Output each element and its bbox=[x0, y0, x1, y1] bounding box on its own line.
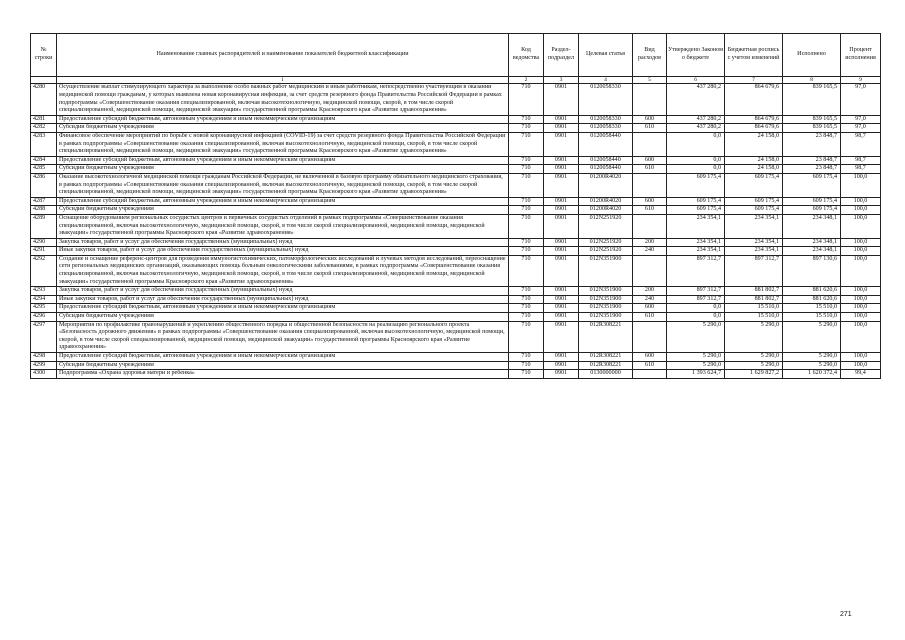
approved-cell: 234 354,1 bbox=[667, 214, 725, 238]
column-number: 9 bbox=[841, 77, 881, 84]
section-cell: 0901 bbox=[544, 84, 579, 115]
section-cell: 0901 bbox=[544, 206, 579, 215]
executed-cell: 5 290,0 bbox=[783, 361, 841, 370]
expense-type-cell: 610 bbox=[633, 124, 667, 133]
department-code-cell: 710 bbox=[509, 165, 544, 174]
table-row bbox=[31, 238, 881, 247]
table-row bbox=[31, 313, 881, 322]
department-code-cell: 710 bbox=[509, 247, 544, 256]
target-article-cell: 012R308221 bbox=[579, 361, 633, 370]
col-header-section: Раздел-подраздел bbox=[544, 34, 579, 77]
approved-cell: 5 290,0 bbox=[667, 361, 725, 370]
budget-schedule-cell: 864 679,6 bbox=[725, 124, 783, 133]
department-code-cell: 710 bbox=[509, 173, 544, 197]
department-code-cell: 710 bbox=[509, 206, 544, 215]
row-number-cell: 4282 bbox=[31, 124, 57, 133]
expense-type-cell: 600 bbox=[633, 197, 667, 206]
table-body bbox=[31, 84, 881, 378]
department-code-cell: 710 bbox=[509, 370, 544, 379]
department-code-cell: 710 bbox=[509, 353, 544, 362]
executed-cell: 234 348,1 bbox=[783, 238, 841, 247]
section-cell: 0901 bbox=[544, 313, 579, 322]
budget-schedule-cell: 24 158,0 bbox=[725, 165, 783, 174]
row-name-cell: Предоставление субсидий бюджетным, автономным учреждениям и иным некоммерческим организациям bbox=[57, 156, 509, 165]
department-code-cell: 710 bbox=[509, 321, 544, 352]
percent-cell: 100,0 bbox=[841, 238, 881, 247]
table-row bbox=[31, 156, 881, 165]
row-name-cell: Оказание высокотехнологичной медицинской помощи гражданам Российской Федерации, не включенной в базовую программу обязательного медицинского страхования, в рамках подпрограммы «Совершенствование оказания специализированной, включая высокотехнологичную, медицинской помощи, скорой, в том числе скорой специализированной, медицинской помощи, медицинской эвакуации» государственной программы Красноярского края «Развитие здравоохранения» bbox=[57, 173, 509, 197]
target-article-cell: 0120058330 bbox=[579, 115, 633, 124]
table-row bbox=[31, 370, 881, 379]
budget-schedule-cell: 5 290,0 bbox=[725, 353, 783, 362]
percent-cell: 100,0 bbox=[841, 214, 881, 238]
section-cell: 0901 bbox=[544, 115, 579, 124]
row-number-cell: 4283 bbox=[31, 132, 57, 156]
section-cell: 0901 bbox=[544, 255, 579, 286]
executed-cell: 234 348,1 bbox=[783, 214, 841, 238]
expense-type-cell: 240 bbox=[633, 247, 667, 256]
table-row bbox=[31, 353, 881, 362]
executed-cell: 1 620 372,4 bbox=[783, 370, 841, 379]
budget-schedule-cell: 24 158,0 bbox=[725, 132, 783, 156]
target-article-cell: 01200R4020 bbox=[579, 206, 633, 215]
expense-type-cell: 600 bbox=[633, 156, 667, 165]
budget-schedule-cell: 881 802,7 bbox=[725, 295, 783, 304]
budget-schedule-cell: 5 290,0 bbox=[725, 321, 783, 352]
row-name-cell: Субсидии бюджетным учреждениям bbox=[57, 361, 509, 370]
column-number: 2 bbox=[509, 77, 544, 84]
percent-cell: 97,0 bbox=[841, 84, 881, 115]
table-row bbox=[31, 132, 881, 156]
executed-cell: 15 510,0 bbox=[783, 304, 841, 313]
budget-schedule-cell: 5 290,0 bbox=[725, 361, 783, 370]
row-name-cell: Иные закупки товаров, работ и услуг для обеспечения государственных (муниципальных) нужд bbox=[57, 247, 509, 256]
budget-table bbox=[30, 33, 881, 379]
table-row bbox=[31, 295, 881, 304]
percent-cell: 100,0 bbox=[841, 206, 881, 215]
table-row bbox=[31, 173, 881, 197]
budget-schedule-cell: 881 802,7 bbox=[725, 287, 783, 296]
percent-cell: 100,0 bbox=[841, 304, 881, 313]
row-number-cell: 4287 bbox=[31, 197, 57, 206]
row-number-cell: 4299 bbox=[31, 361, 57, 370]
approved-cell: 437 280,2 bbox=[667, 124, 725, 133]
budget-schedule-cell: 864 679,6 bbox=[725, 115, 783, 124]
section-cell: 0901 bbox=[544, 247, 579, 256]
target-article-cell: 012R308221 bbox=[579, 321, 633, 352]
section-cell: 0901 bbox=[544, 173, 579, 197]
expense-type-cell: 610 bbox=[633, 313, 667, 322]
header-row bbox=[31, 34, 881, 77]
budget-schedule-cell: 24 158,0 bbox=[725, 156, 783, 165]
expense-type-cell: 240 bbox=[633, 295, 667, 304]
table-row bbox=[31, 255, 881, 286]
department-code-cell: 710 bbox=[509, 287, 544, 296]
approved-cell: 0,0 bbox=[667, 132, 725, 156]
budget-schedule-cell: 15 510,0 bbox=[725, 313, 783, 322]
approved-cell: 0,0 bbox=[667, 304, 725, 313]
percent-cell: 100,0 bbox=[841, 295, 881, 304]
row-number-cell: 4297 bbox=[31, 321, 57, 352]
approved-cell: 437 280,2 bbox=[667, 84, 725, 115]
percent-cell: 100,0 bbox=[841, 287, 881, 296]
section-cell: 0901 bbox=[544, 304, 579, 313]
expense-type-cell: 610 bbox=[633, 165, 667, 174]
department-code-cell: 710 bbox=[509, 304, 544, 313]
budget-schedule-cell: 864 679,6 bbox=[725, 84, 783, 115]
expense-type-cell bbox=[633, 173, 667, 197]
row-number-cell: 4298 bbox=[31, 353, 57, 362]
column-number: 3 bbox=[544, 77, 579, 84]
executed-cell: 5 290,0 bbox=[783, 321, 841, 352]
column-number bbox=[31, 77, 57, 84]
approved-cell: 234 354,1 bbox=[667, 247, 725, 256]
table-row bbox=[31, 115, 881, 124]
budget-schedule-cell: 234 354,1 bbox=[725, 247, 783, 256]
column-number: 6 bbox=[667, 77, 725, 84]
budget-schedule-cell: 234 354,1 bbox=[725, 214, 783, 238]
percent-cell: 100,0 bbox=[841, 197, 881, 206]
row-number-cell: 4290 bbox=[31, 238, 57, 247]
executed-cell: 839 165,5 bbox=[783, 115, 841, 124]
approved-cell: 897 312,7 bbox=[667, 295, 725, 304]
percent-cell: 100,0 bbox=[841, 255, 881, 286]
expense-type-cell bbox=[633, 132, 667, 156]
row-name-cell: Субсидии бюджетным учреждениям bbox=[57, 206, 509, 215]
approved-cell: 609 175,4 bbox=[667, 173, 725, 197]
department-code-cell: 710 bbox=[509, 313, 544, 322]
column-number: 8 bbox=[783, 77, 841, 84]
row-name-cell: Субсидии бюджетным учреждениям bbox=[57, 124, 509, 133]
target-article-cell: 012N351900 bbox=[579, 255, 633, 286]
expense-type-cell: 600 bbox=[633, 304, 667, 313]
executed-cell: 881 620,6 bbox=[783, 287, 841, 296]
percent-cell: 100,0 bbox=[841, 353, 881, 362]
col-header-name: Наименование главных распорядителей и наименование показателей бюджетной классификации bbox=[57, 34, 509, 77]
department-code-cell: 710 bbox=[509, 115, 544, 124]
target-article-cell: 012N351900 bbox=[579, 295, 633, 304]
department-code-cell: 710 bbox=[509, 255, 544, 286]
expense-type-cell: 610 bbox=[633, 361, 667, 370]
section-cell: 0901 bbox=[544, 156, 579, 165]
percent-cell: 97,0 bbox=[841, 115, 881, 124]
section-cell: 0901 bbox=[544, 370, 579, 379]
percent-cell: 100,0 bbox=[841, 173, 881, 197]
row-number-cell: 4294 bbox=[31, 295, 57, 304]
column-number: 1 bbox=[57, 77, 509, 84]
section-cell: 0901 bbox=[544, 165, 579, 174]
approved-cell: 0,0 bbox=[667, 156, 725, 165]
section-cell: 0901 bbox=[544, 197, 579, 206]
col-header-row-number: № строки bbox=[31, 34, 57, 77]
expense-type-cell bbox=[633, 214, 667, 238]
target-article-cell: 0120058440 bbox=[579, 156, 633, 165]
approved-cell: 5 290,0 bbox=[667, 353, 725, 362]
column-number-row bbox=[31, 77, 881, 84]
expense-type-cell: 200 bbox=[633, 238, 667, 247]
approved-cell: 437 280,2 bbox=[667, 115, 725, 124]
percent-cell: 100,0 bbox=[841, 361, 881, 370]
row-number-cell: 4289 bbox=[31, 214, 57, 238]
table-row bbox=[31, 247, 881, 256]
department-code-cell: 710 bbox=[509, 124, 544, 133]
percent-cell: 100,0 bbox=[841, 313, 881, 322]
approved-cell: 897 312,7 bbox=[667, 255, 725, 286]
approved-cell: 897 312,7 bbox=[667, 287, 725, 296]
row-number-cell: 4296 bbox=[31, 313, 57, 322]
section-cell: 0901 bbox=[544, 124, 579, 133]
row-name-cell: Финансовое обеспечение мероприятий по борьбе с новой коронавирусной инфекцией (COVID-19) за счет средств резервного фонда Правительства Российской Федерации в рамках подпрограммы «Совершенствование оказания специализированной, включая высокотехнологичную, медицинской помощи, скорой, в том числе скорой специализированной, медицинской помощи, медицинской эвакуации» государственной программы Красноярского края «Развитие здравоохранения» bbox=[57, 132, 509, 156]
row-number-cell: 4281 bbox=[31, 115, 57, 124]
col-header-executed: Исполнено bbox=[783, 34, 841, 77]
row-number-cell: 4293 bbox=[31, 287, 57, 296]
executed-cell: 234 348,1 bbox=[783, 247, 841, 256]
department-code-cell: 710 bbox=[509, 84, 544, 115]
section-cell: 0901 bbox=[544, 238, 579, 247]
target-article-cell: 012N251920 bbox=[579, 238, 633, 247]
row-number-cell: 4295 bbox=[31, 304, 57, 313]
row-name-cell: Субсидии бюджетным учреждениям bbox=[57, 165, 509, 174]
expense-type-cell: 600 bbox=[633, 115, 667, 124]
section-cell: 0901 bbox=[544, 132, 579, 156]
row-number-cell: 4300 bbox=[31, 370, 57, 379]
percent-cell: 100,0 bbox=[841, 321, 881, 352]
budget-report-page bbox=[30, 33, 880, 379]
expense-type-cell bbox=[633, 84, 667, 115]
section-cell: 0901 bbox=[544, 295, 579, 304]
row-name-cell: Предоставление субсидий бюджетным, автономным учреждениям и иным некоммерческим организациям bbox=[57, 353, 509, 362]
percent-cell: 98,7 bbox=[841, 156, 881, 165]
percent-cell: 100,0 bbox=[841, 247, 881, 256]
row-name-cell: Оснащение оборудованием региональных сосудистых центров и первичных сосудистых отделений в рамках подпрограммы «Совершенствование оказания специализированной, включая высокотехнологичную, медицинской помощи, скорой, в том числе скорой специализированной, медицинской помощи, медицинской эвакуации» государственной программы Красноярского края «Развитие здравоохранения» bbox=[57, 214, 509, 238]
table-row bbox=[31, 361, 881, 370]
approved-cell: 1 393 624,7 bbox=[667, 370, 725, 379]
percent-cell: 98,7 bbox=[841, 165, 881, 174]
budget-schedule-cell: 234 354,1 bbox=[725, 238, 783, 247]
approved-cell: 609 175,4 bbox=[667, 197, 725, 206]
executed-cell: 23 848,7 bbox=[783, 156, 841, 165]
section-cell: 0901 bbox=[544, 353, 579, 362]
budget-schedule-cell: 609 175,4 bbox=[725, 206, 783, 215]
table-row bbox=[31, 214, 881, 238]
row-name-cell: Предоставление субсидий бюджетным, автономным учреждениям и иным некоммерческим организациям bbox=[57, 197, 509, 206]
row-number-cell: 4285 bbox=[31, 165, 57, 174]
section-cell: 0901 bbox=[544, 361, 579, 370]
target-article-cell: 0120058440 bbox=[579, 132, 633, 156]
percent-cell: 99,4 bbox=[841, 370, 881, 379]
row-number-cell: 4291 bbox=[31, 247, 57, 256]
expense-type-cell: 600 bbox=[633, 353, 667, 362]
row-name-cell: Предоставление субсидий бюджетным, автономным учреждениям и иным некоммерческим организациям bbox=[57, 304, 509, 313]
target-article-cell: 0130000000 bbox=[579, 370, 633, 379]
executed-cell: 897 130,6 bbox=[783, 255, 841, 286]
row-name-cell: Иные закупки товаров, работ и услуг для обеспечения государственных (муниципальных) нужд bbox=[57, 295, 509, 304]
table-row bbox=[31, 84, 881, 115]
col-header-target-article: Целевая статья bbox=[579, 34, 633, 77]
row-name-cell: Закупка товаров, работ и услуг для обеспечения государственных (муниципальных) нужд bbox=[57, 287, 509, 296]
row-name-cell: Предоставление субсидий бюджетным, автономным учреждениям и иным некоммерческим организациям bbox=[57, 115, 509, 124]
table-row bbox=[31, 321, 881, 352]
target-article-cell: 01200R4020 bbox=[579, 197, 633, 206]
row-name-cell: Осуществление выплат стимулирующего характера за выполнение особо важных работ медицинским и иным работникам, непосредственно участвующим в оказании медицинской помощи гражданам, у которых выявлена новая коронавирусная инфекция, за счет средств резервного фонда Правительства Российской Федерации в рамках подпрограммы «Совершенствование оказания специализированной, включая высокотехнологичную, медицинской помощи, скорой, в том числе скорой специализированной, медицинской помощи, медицинской эвакуации» государственной программы Красноярского края «Развитие здравоохранения» bbox=[57, 84, 509, 115]
row-name-cell: Субсидии бюджетным учреждениям bbox=[57, 313, 509, 322]
budget-schedule-cell: 1 629 827,2 bbox=[725, 370, 783, 379]
row-number-cell: 4284 bbox=[31, 156, 57, 165]
column-number: 7 bbox=[725, 77, 783, 84]
col-header-department-code: Код ведомства bbox=[509, 34, 544, 77]
col-header-budget-schedule: Бюджетная роспись с учетом изменений bbox=[725, 34, 783, 77]
column-number: 5 bbox=[633, 77, 667, 84]
expense-type-cell bbox=[633, 321, 667, 352]
table-row bbox=[31, 287, 881, 296]
table-row bbox=[31, 304, 881, 313]
executed-cell: 23 848,7 bbox=[783, 165, 841, 174]
col-header-percent: Процент исполнения bbox=[841, 34, 881, 77]
page-number: 271 bbox=[840, 611, 852, 618]
expense-type-cell: 610 bbox=[633, 206, 667, 215]
target-article-cell: 0120058440 bbox=[579, 165, 633, 174]
executed-cell: 609 175,4 bbox=[783, 197, 841, 206]
department-code-cell: 710 bbox=[509, 132, 544, 156]
department-code-cell: 710 bbox=[509, 156, 544, 165]
target-article-cell: 012N251920 bbox=[579, 247, 633, 256]
executed-cell: 839 165,5 bbox=[783, 124, 841, 133]
column-number: 4 bbox=[579, 77, 633, 84]
approved-cell: 5 290,0 bbox=[667, 321, 725, 352]
executed-cell: 609 175,4 bbox=[783, 173, 841, 197]
target-article-cell: 012N351900 bbox=[579, 304, 633, 313]
expense-type-cell bbox=[633, 370, 667, 379]
department-code-cell: 710 bbox=[509, 361, 544, 370]
department-code-cell: 710 bbox=[509, 197, 544, 206]
executed-cell: 23 848,7 bbox=[783, 132, 841, 156]
department-code-cell: 710 bbox=[509, 238, 544, 247]
table-row bbox=[31, 206, 881, 215]
col-header-approved: Утверждено Законом о бюджете bbox=[667, 34, 725, 77]
row-number-cell: 4280 bbox=[31, 84, 57, 115]
row-name-cell: Подпрограмма «Охрана здоровья матери и ребенка» bbox=[57, 370, 509, 379]
department-code-cell: 710 bbox=[509, 295, 544, 304]
percent-cell: 98,7 bbox=[841, 132, 881, 156]
expense-type-cell: 200 bbox=[633, 287, 667, 296]
table-row bbox=[31, 197, 881, 206]
approved-cell: 234 354,1 bbox=[667, 238, 725, 247]
target-article-cell: 01200R4020 bbox=[579, 173, 633, 197]
expense-type-cell bbox=[633, 255, 667, 286]
row-name-cell: Создание и оснащение референс-центров для проведения иммуногистохимических, патоморфологических исследований и лучевых методов исследований, переоснащение сети региональных медицинских организаций, оказывающих помощь больным онкологическими заболеваниями, в рамках подпрограммы «Совершенствование оказания специализированной, включая высокотехнологичную, медицинской помощи, скорой, в том числе скорой специализированной, медицинской помощи, медицинской эвакуации» государственной программы Красноярского края «Развитие здравоохранения» bbox=[57, 255, 509, 286]
executed-cell: 5 290,0 bbox=[783, 353, 841, 362]
section-cell: 0901 bbox=[544, 321, 579, 352]
target-article-cell: 0120058330 bbox=[579, 84, 633, 115]
row-name-cell: Мероприятия по профилактике правонарушений и укреплению общественного порядка и общественной безопасности на реализацию регионального проекта «Безопасность дорожного движения» в рамках подпрограммы «Совершенствование оказания специализированной, включая высокотехнологичную, медицинской помощи, скорой, в том числе скорой специализированной, медицинской помощи, медицинской эвакуации» государственной программы Красноярского края «Развитие здравоохранения» bbox=[57, 321, 509, 352]
percent-cell: 97,0 bbox=[841, 124, 881, 133]
target-article-cell: 012R308221 bbox=[579, 353, 633, 362]
target-article-cell: 012N251920 bbox=[579, 214, 633, 238]
target-article-cell: 012N351900 bbox=[579, 313, 633, 322]
col-header-expense-type: Вид расходов bbox=[633, 34, 667, 77]
budget-schedule-cell: 609 175,4 bbox=[725, 173, 783, 197]
row-number-cell: 4286 bbox=[31, 173, 57, 197]
executed-cell: 881 620,6 bbox=[783, 295, 841, 304]
budget-schedule-cell: 897 312,7 bbox=[725, 255, 783, 286]
approved-cell: 609 175,4 bbox=[667, 206, 725, 215]
department-code-cell: 710 bbox=[509, 214, 544, 238]
table-row bbox=[31, 124, 881, 133]
approved-cell: 0,0 bbox=[667, 165, 725, 174]
approved-cell: 0,0 bbox=[667, 313, 725, 322]
executed-cell: 15 510,0 bbox=[783, 313, 841, 322]
section-cell: 0901 bbox=[544, 287, 579, 296]
table-row bbox=[31, 165, 881, 174]
target-article-cell: 0120058330 bbox=[579, 124, 633, 133]
target-article-cell: 012N351900 bbox=[579, 287, 633, 296]
budget-schedule-cell: 609 175,4 bbox=[725, 197, 783, 206]
executed-cell: 609 175,4 bbox=[783, 206, 841, 215]
row-number-cell: 4292 bbox=[31, 255, 57, 286]
budget-schedule-cell: 15 510,0 bbox=[725, 304, 783, 313]
row-name-cell: Закупка товаров, работ и услуг для обеспечения государственных (муниципальных) нужд bbox=[57, 238, 509, 247]
executed-cell: 839 165,5 bbox=[783, 84, 841, 115]
section-cell: 0901 bbox=[544, 214, 579, 238]
row-number-cell: 4288 bbox=[31, 206, 57, 215]
